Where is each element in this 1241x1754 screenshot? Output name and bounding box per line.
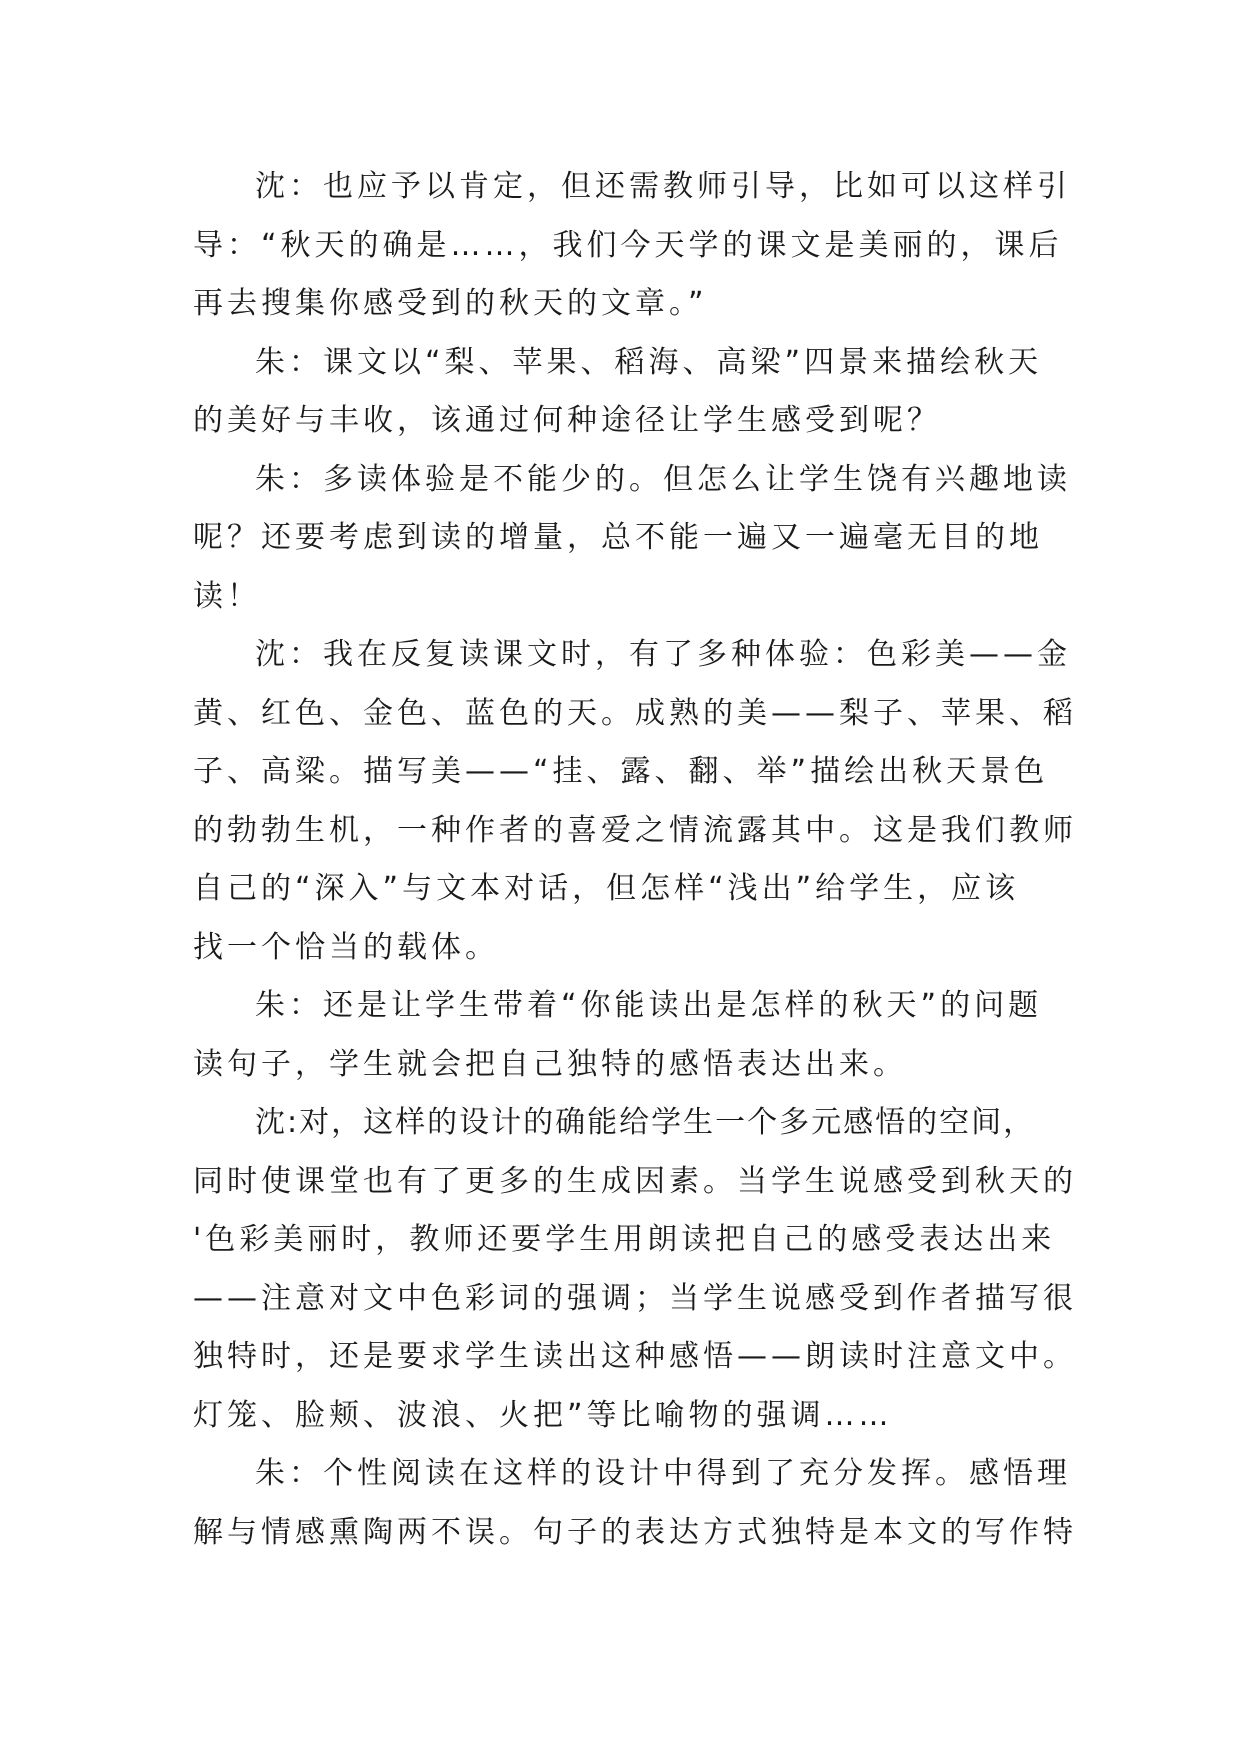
paragraph-line: '色彩美丽时，教师还要学生用朗读把自己的感受表达出来 (193, 1222, 1056, 1257)
paragraph-line: 找一个恰当的载体。 (193, 929, 499, 965)
paragraph-line: 读！ (193, 578, 261, 614)
document-body (193, 158, 1077, 1562)
paragraph-line: 朱：还是让学生带着“你能读出是怎样的秋天”的问题 (255, 988, 1043, 1023)
paragraph-line: ——注意对文中色彩词的强调；当学生说感受到作者描写很 (193, 1280, 1077, 1316)
paragraph-line: 沈：也应予以肯定，但还需教师引导，比如可以这样引 (255, 169, 1071, 204)
paragraph-line: 独特时，还是要求学生读出这种感悟——朗读时注意文中。 (193, 1339, 1077, 1374)
paragraph-line: 黄、红色、金色、蓝色的天。成熟的美——梨子、苹果、稻 (193, 695, 1077, 731)
paragraph-line: 朱：个性阅读在这样的设计中得到了充分发挥。感悟理 (255, 1456, 1071, 1491)
paragraph-line: 的勃勃生机，一种作者的喜爱之情流露其中。这是我们教师 (193, 812, 1077, 848)
paragraph-line: 同时使课堂也有了更多的生成因素。当学生说感受到秋天的 (193, 1163, 1077, 1199)
paragraph-line: 导：“秋天的确是……，我们今天学的课文是美丽的，课后 (193, 227, 1063, 263)
paragraph-line: 朱：课文以“梨、苹果、稻海、高梁”四景来描绘秋天 (255, 344, 1043, 380)
paragraph-line: 沈：我在反复读课文时，有了多种体验：色彩美——金 (255, 637, 1071, 672)
paragraph-line: 解与情感熏陶两不误。句子的表达方式独特是本文的写作特 (193, 1514, 1077, 1550)
paragraph-line: 呢？还要考虑到读的增量，总不能一遍又一遍毫无目的地 (193, 520, 1043, 555)
paragraph-line: 自己的“深入”与文本对话，但怎样“浅出”给学生，应该 (193, 871, 1020, 906)
paragraph-line: 读句子，学生就会把自己独特的感悟表达出来。 (193, 1046, 907, 1082)
paragraph-line: 的美好与丰收，该通过何种途径让学生感受到呢？ (193, 403, 941, 438)
paragraph-line: 灯笼、脸颊、波浪、火把”等比喻物的强调…… (193, 1397, 893, 1433)
paragraph-line: 再去搜集你感受到的秋天的文章。” (193, 286, 708, 321)
paragraph-line: 朱：多读体验是不能少的。但怎么让学生饶有兴趣地读 (255, 461, 1071, 497)
paragraph-line: 子、高粱。描写美——“挂、露、翻、举”描绘出秋天景色 (193, 754, 1049, 789)
paragraph-line: 沈:对，这样的设计的确能给学生一个多元感悟的空间， (255, 1105, 1036, 1140)
